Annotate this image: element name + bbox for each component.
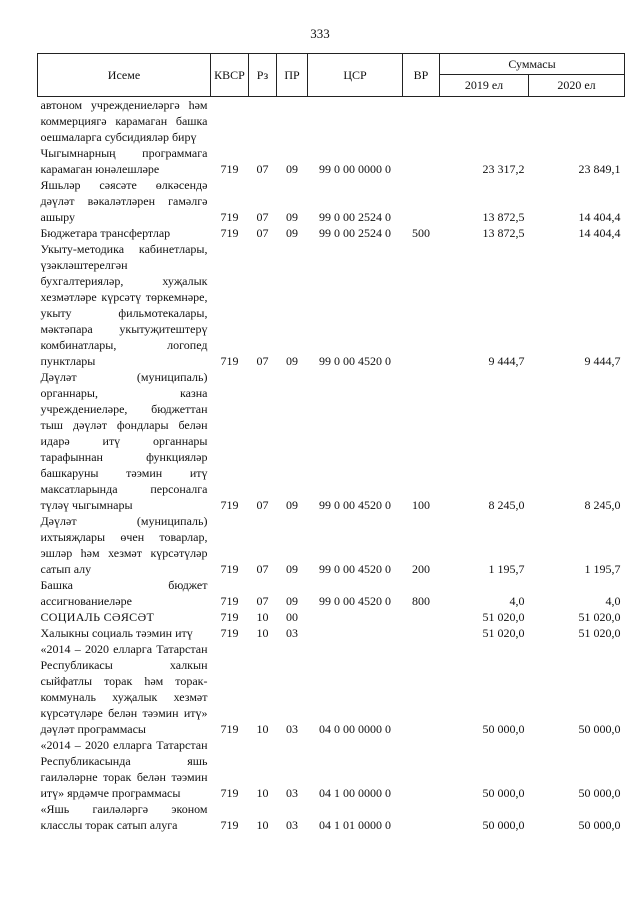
row-vr: 500 — [412, 226, 430, 240]
row-csr: 99 0 00 0000 0 — [319, 162, 391, 176]
row-rz: 07 — [256, 594, 269, 608]
row-csr: 99 0 00 2524 0 — [319, 226, 391, 240]
row-pr: 03 — [286, 786, 298, 800]
header-csr: ЦСР — [308, 54, 403, 97]
row-sum-2019: 4,0 — [509, 594, 525, 608]
header-sums: Суммасы — [440, 54, 625, 75]
row-kvsr — [211, 97, 249, 146]
row-vr: 200 — [412, 562, 430, 576]
row-csr: 99 0 00 4520 0 — [319, 594, 391, 608]
row-pr: 03 — [286, 722, 298, 736]
table-row — [38, 577, 625, 609]
row-vr — [403, 177, 440, 225]
row-sum-2020: 50 000,0 — [578, 818, 621, 832]
row-csr: 99 0 00 2524 0 — [319, 210, 391, 224]
table-body — [38, 97, 625, 834]
header-year-2019: 2019 ел — [440, 75, 529, 97]
row-vr — [403, 145, 440, 177]
row-kvsr: 719 — [220, 786, 239, 800]
table-row — [38, 145, 625, 177]
row-rz: 07 — [256, 210, 269, 224]
row-vr — [403, 97, 440, 146]
row-sum-2020: 23 849,1 — [578, 162, 621, 176]
table-row — [38, 513, 625, 577]
row-vr — [403, 241, 440, 369]
row-sum-2020: 51 020,0 — [578, 626, 621, 640]
row-kvsr: 719 — [220, 498, 239, 512]
table-row — [38, 369, 625, 513]
row-sum-2019: 1 195,7 — [488, 562, 525, 576]
table-row — [38, 609, 625, 625]
table-row — [38, 97, 625, 146]
table-row — [38, 177, 625, 225]
budget-table — [37, 53, 625, 833]
row-kvsr: 719 — [220, 722, 239, 736]
header-name: Исеме — [38, 54, 211, 97]
row-pr: 09 — [286, 162, 298, 176]
row-kvsr: 719 — [220, 562, 239, 576]
row-csr — [308, 97, 403, 146]
header-vr: ВР — [403, 54, 440, 97]
row-vr — [403, 737, 440, 801]
row-name: «2014 – 2020 елларга Татарстан Республикасы халкын сыйфатлы торак һәм торак-коммуналь хуҗалык хезмәт күрсәтүләре белән тәэмин итү» дәүләт программасы — [40, 642, 208, 736]
row-vr: 800 — [412, 594, 430, 608]
row-sum-2020: 50 000,0 — [578, 786, 621, 800]
row-csr — [308, 625, 403, 641]
row-name: Дәүләт (муниципаль) ихтыяҗлары өчен товарлар, эшләр һәм хезмәт күрсәтүләр сатып алу — [40, 514, 208, 576]
row-rz: 07 — [256, 354, 269, 368]
table-row — [38, 641, 625, 737]
row-sum-2020: 14 404,4 — [578, 226, 621, 240]
row-sum-2019: 50 000,0 — [482, 818, 525, 832]
row-vr: 100 — [412, 498, 430, 512]
row-kvsr: 719 — [220, 818, 239, 832]
row-sum-2020: 8 245,0 — [584, 498, 621, 512]
row-sum-2020: 50 000,0 — [578, 722, 621, 736]
row-name: Чыгымнарның программага карамаган юнәлешләре — [40, 146, 208, 176]
row-pr: 09 — [286, 354, 298, 368]
table-header — [38, 54, 625, 97]
row-sum-2020: 51 020,0 — [578, 610, 621, 624]
row-pr — [277, 97, 308, 146]
row-name: Халыкны социаль тәэмин итү — [40, 626, 193, 640]
row-pr: 03 — [286, 818, 298, 832]
row-rz: 07 — [256, 498, 269, 512]
table-row — [38, 737, 625, 801]
row-sum-2019: 9 444,7 — [488, 354, 525, 368]
row-name: автоном учреждениеләргә һәм коммерциягә карамаган башка оешмаларга субсидияләр бирү — [40, 98, 208, 144]
table-row — [38, 225, 625, 241]
table-row — [38, 801, 625, 833]
page-number: 333 — [310, 26, 330, 41]
row-pr: 03 — [286, 626, 298, 640]
row-pr: 09 — [286, 498, 298, 512]
row-sum-2019: 50 000,0 — [482, 722, 525, 736]
row-sum-2019: 50 000,0 — [482, 786, 525, 800]
row-rz: 10 — [256, 722, 269, 736]
row-csr: 99 0 00 4520 0 — [319, 562, 391, 576]
row-name: СОЦИАЛЬ СӘЯСӘТ — [40, 610, 155, 624]
row-sum-2020 — [529, 97, 625, 146]
header-rz: Рз — [249, 54, 277, 97]
row-rz: 10 — [256, 626, 269, 640]
row-pr: 00 — [286, 610, 298, 624]
header-kvsr: КВСР — [211, 54, 249, 97]
header-pr: ПР — [277, 54, 308, 97]
row-vr — [403, 801, 440, 833]
row-sum-2019: 51 020,0 — [482, 626, 525, 640]
row-kvsr: 719 — [220, 594, 239, 608]
table-row — [38, 625, 625, 641]
row-csr: 04 0 00 0000 0 — [319, 722, 391, 736]
row-rz: 10 — [256, 818, 269, 832]
row-name: «Яшь гаиләләргә эконом класслы торак сатып алуга — [40, 802, 208, 832]
row-sum-2019: 13 872,5 — [482, 226, 525, 240]
row-name: Бюджетара трансфертлар — [40, 226, 171, 240]
row-sum-2019: 51 020,0 — [482, 610, 525, 624]
row-rz: 07 — [256, 226, 269, 240]
row-name: Яшьләр сәясәте өлкәсендә дәүләт вәкаләтләрен гамәлгә ашыру — [40, 178, 208, 224]
row-kvsr: 719 — [220, 610, 239, 624]
row-rz: 10 — [256, 610, 269, 624]
row-kvsr: 719 — [220, 162, 239, 176]
row-kvsr: 719 — [220, 226, 239, 240]
row-csr: 04 1 00 0000 0 — [319, 786, 391, 800]
row-vr — [403, 641, 440, 737]
row-csr: 04 1 01 0000 0 — [319, 818, 391, 832]
row-rz: 10 — [256, 786, 269, 800]
row-sum-2019: 23 317,2 — [482, 162, 525, 176]
row-sum-2019: 8 245,0 — [488, 498, 525, 512]
row-rz — [249, 97, 277, 146]
row-csr — [308, 609, 403, 625]
row-sum-2020: 14 404,4 — [578, 210, 621, 224]
row-vr — [403, 609, 440, 625]
row-name: «2014 – 2020 елларга Татарстан Республикасында яшь гаиләләрне торак белән тәэмин итү» ярдәмче программасы — [40, 738, 208, 800]
row-rz: 07 — [256, 562, 269, 576]
row-kvsr: 719 — [220, 354, 239, 368]
row-pr: 09 — [286, 226, 298, 240]
row-pr: 09 — [286, 562, 298, 576]
row-rz: 07 — [256, 162, 269, 176]
row-kvsr: 719 — [220, 626, 239, 640]
row-csr: 99 0 00 4520 0 — [319, 498, 391, 512]
table-row — [38, 241, 625, 369]
header-year-2020: 2020 ел — [529, 75, 625, 97]
row-sum-2020: 1 195,7 — [584, 562, 621, 576]
row-sum-2020: 9 444,7 — [584, 354, 621, 368]
row-pr: 09 — [286, 594, 298, 608]
row-name: Укыту-методика кабинетлары, үзәкләштерелгән бухгалтерияләр, хуҗалык хезмәтләре күрсәтү төркемнәре, укыту фильмотекалары, мәктәпара укытуҗитештерү комбинатлары, логопед пунктлары — [40, 242, 208, 368]
row-sum-2019: 13 872,5 — [482, 210, 525, 224]
row-name: Дәүләт (муниципаль) органнары, казна учреждениеләре, бюджеттан тыш дәүләт фондлары белән идарә итү органнары тарафыннан функцияләр башкаруны тәэмин итү максатларында персоналга түләү чыгымнары — [40, 370, 208, 512]
row-sum-2019 — [440, 97, 529, 146]
row-kvsr: 719 — [220, 210, 239, 224]
row-sum-2020: 4,0 — [605, 594, 621, 608]
row-name: Башка бюджет ассигнованиеләре — [40, 578, 208, 608]
row-csr: 99 0 00 4520 0 — [319, 354, 391, 368]
row-vr — [403, 625, 440, 641]
row-pr: 09 — [286, 210, 298, 224]
